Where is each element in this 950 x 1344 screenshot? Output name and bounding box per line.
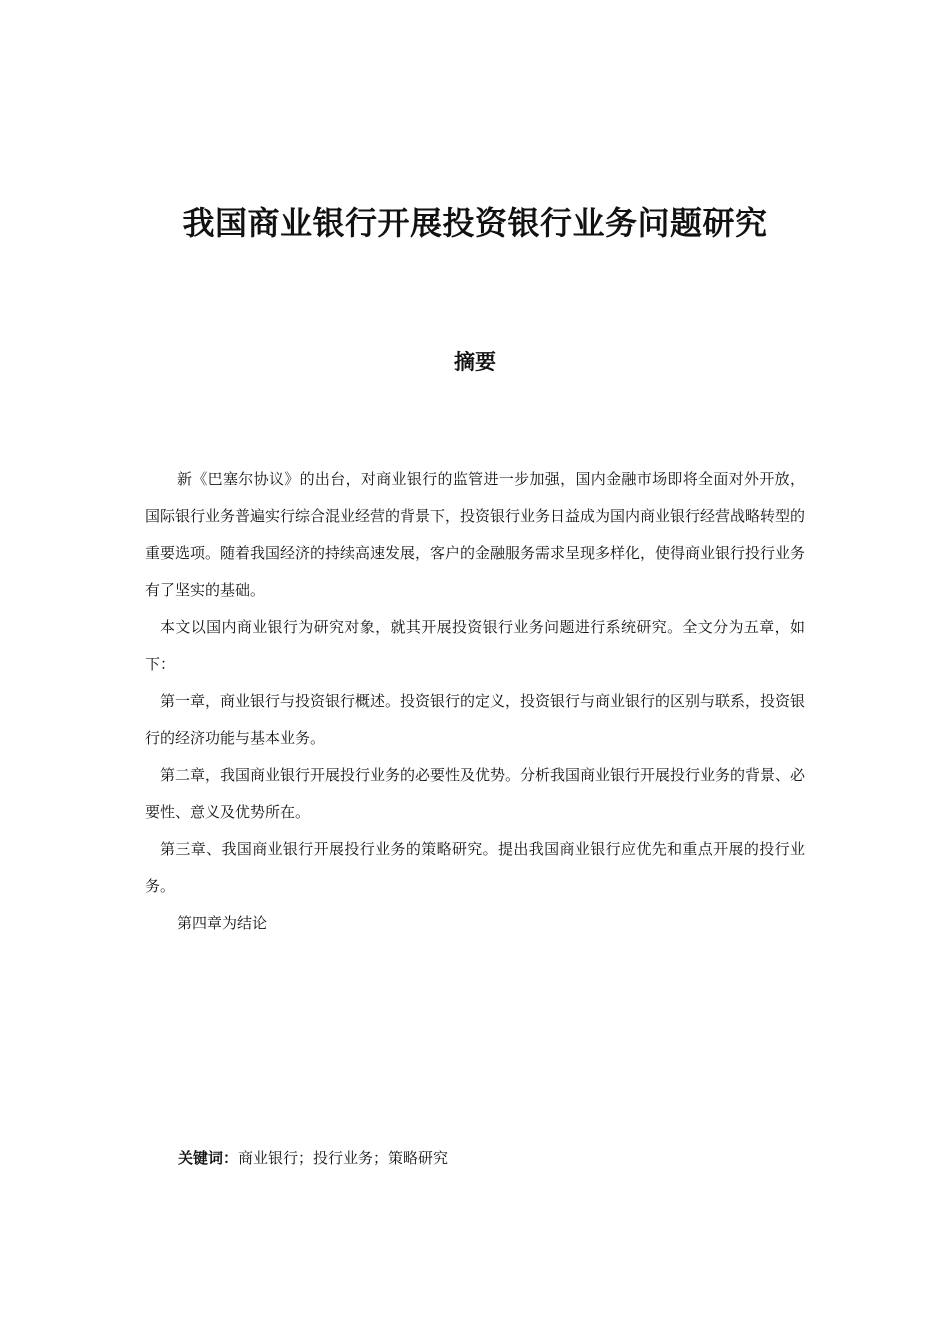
document-title: 我国商业银行开展投资银行业务问题研究 <box>182 204 768 242</box>
abstract-paragraph-scope: 本文以国内商业银行为研究对象，就其开展投资银行业务问题进行系统研究。全文分为五章，如下： <box>145 618 805 673</box>
keywords-line <box>178 1143 448 1173</box>
keywords-label: 关键词： <box>178 1149 239 1167</box>
keywords-value: 商业银行；投行业务；策略研究 <box>238 1149 449 1167</box>
abstract-paragraph-chapter-4: 第四章为结论 <box>177 914 268 932</box>
abstract-paragraph-chapter-3: 第三章、我国商业银行开展投行业务的策略研究。提出我国商业银行应优先和重点开展的投行业务。 <box>145 840 805 895</box>
abstract-paragraph-intro: 新《巴塞尔协议》的出台，对商业银行的监管进一步加强，国内金融市场即将全面对外开放，国际银行业务普遍实行综合混业经营的背景下，投资银行业务日益成为国内商业银行经营战略转型的重要选项。随着我国经济的持续高速发展，客户的金融服务需求呈现多样化，使得商业银行投行业务有了坚实的基础。 <box>145 470 806 599</box>
abstract-paragraph-chapter-2: 第二章，我国商业银行开展投行业务的必要性及优势。分析我国商业银行开展投行业务的背景、必要性、意义及优势所在。 <box>145 766 806 821</box>
abstract-heading: 摘要 <box>454 350 496 374</box>
abstract-paragraph-chapter-1: 第一章，商业银行与投资银行概述。投资银行的定义，投资银行与商业银行的区别与联系，投资银行的经济功能与基本业务。 <box>145 692 806 747</box>
abstract-body <box>145 461 805 942</box>
